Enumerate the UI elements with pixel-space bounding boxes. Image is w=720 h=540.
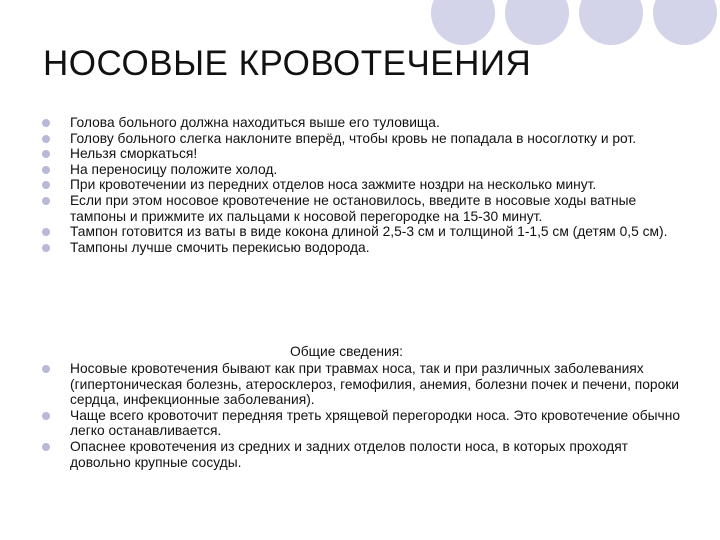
list-item xyxy=(42,361,682,408)
list-item xyxy=(42,177,682,193)
list-item xyxy=(42,146,682,162)
bullet-icon xyxy=(42,443,50,451)
list-item-text: Чаще всего кровоточит передняя треть хрящевой перегородки носа. Это кровотечение обычно легко останавливается. xyxy=(70,407,681,439)
decor-circle xyxy=(431,0,495,45)
list-item xyxy=(42,224,682,240)
list-item-text: Носовые кровотечения бывают как при травмах носа, так и при различных заболеваниях (гипертоническая болезнь, атеросклероз, гемофилия, анемия, болезни почек и печени, пороки сердца, инфекционные заболевания). xyxy=(70,361,680,408)
list-item-text: Тампоны лучше смочить перекисью водорода. xyxy=(70,239,370,255)
list-item xyxy=(42,193,682,224)
list-item-text: Голова больного должна находиться выше его туловища. xyxy=(70,115,440,130)
bullet-icon xyxy=(42,135,50,143)
list-item xyxy=(42,115,682,131)
list-item xyxy=(42,240,682,256)
list-item xyxy=(42,131,682,147)
list-item-text: При кровотечении из передних отделов носа зажмите ноздри на несколько минут. xyxy=(70,177,597,193)
general-info-list xyxy=(42,361,682,470)
decor-circle xyxy=(579,0,643,45)
list-item xyxy=(42,439,682,470)
list-item-text: Нельзя сморкаться! xyxy=(70,146,198,162)
bullet-icon xyxy=(42,365,50,373)
bullet-icon xyxy=(42,197,50,205)
list-item xyxy=(42,408,682,439)
bullet-icon xyxy=(42,412,50,420)
list-item-text: Тампон готовится из ваты в виде кокона длиной 2,5-3 см и толщиной 1-1,5 см (детям 0,5 см). xyxy=(70,224,668,240)
bullet-icon xyxy=(42,166,50,174)
bullet-icon xyxy=(42,181,50,189)
list-item-text: Опаснее кровотечения из средних и задних отделов полости носа, в которых проходят довольно крупные сосуды. xyxy=(70,438,628,470)
bullet-icon xyxy=(42,150,50,158)
section-heading: Общие сведения: xyxy=(290,344,403,359)
instructions-list xyxy=(42,115,682,255)
decor-circle xyxy=(505,0,569,45)
list-item-text: Голову больного слегка наклоните вперёд, чтобы кровь не попадала в носоглотку и рот. xyxy=(70,130,637,146)
list-item-text: Если при этом носовое кровотечение не остановилось, введите в носовые ходы ватные тампоны и прижмите их пальцами к носовой перегородке на 15-30 минут. xyxy=(70,192,637,224)
bullet-icon xyxy=(42,244,50,252)
bullet-icon xyxy=(42,228,50,236)
list-item-text: На переносицу положите холод. xyxy=(70,161,278,177)
decor-circle xyxy=(653,0,717,45)
page-title: НОСОВЫЕ КРОВОТЕЧЕНИЯ xyxy=(43,44,532,83)
list-item xyxy=(42,162,682,178)
bullet-icon xyxy=(42,119,50,127)
